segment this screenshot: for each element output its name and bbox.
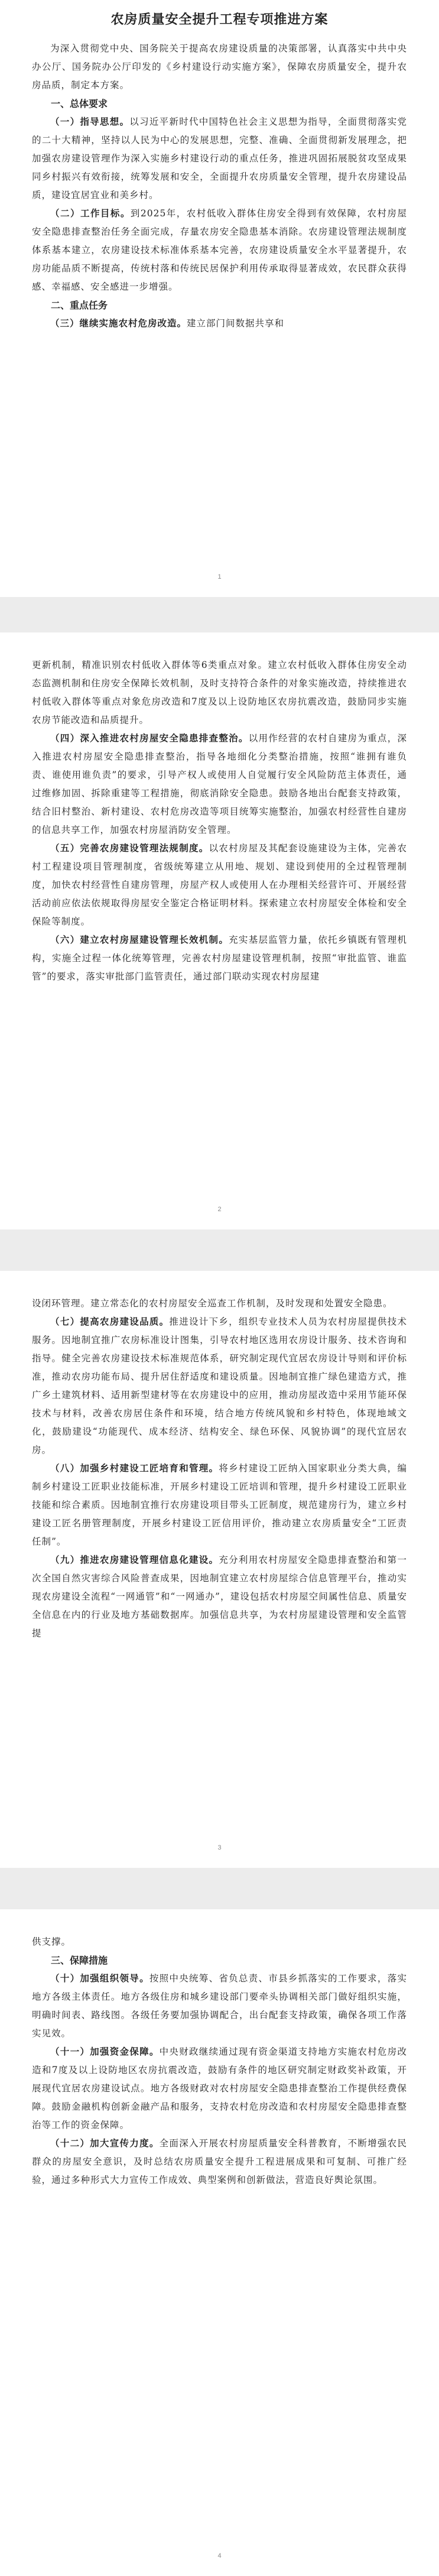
- paragraph-leadership: [32, 1970, 407, 2043]
- paragraph-text: 以用作经营的农村自建房为重点，深入推进农村房屋安全隐患排查整治，指导各地细化分类整治措施，按照“谁拥有谁负责、谁使用谁负责”的要求，引导产权人或使用人自觉履行安全风险防范主体责任，通过维修加固、拆除重建等工程措施，彻底消除安全隐患。鼓励各地出台配套支持政策，结合旧村整治、新村建设、农村危房改造等项目统筹实施整治，加强农村经营性自建房的信息共享工作，加强农村房屋消防安全管理。: [32, 733, 407, 835]
- paragraph-guiding-ideology: [32, 113, 407, 205]
- paragraph-informatization-continued: 供支撑。: [32, 1936, 71, 1947]
- paragraph-regulations: [32, 839, 407, 931]
- paragraph-lead: （七）提高农房建设品质。: [50, 1316, 170, 1327]
- paragraph-text: 建立部门间数据共享和: [187, 318, 285, 329]
- paragraph-text: 充分利用农村房屋安全隐患排查整治和第一次全国自然灾害综合风险普查成果，因地制宜建立农村房屋综合信息管理平台，推动实现农房建设全流程“一网通管”和“一网通办”，建设包括农村房屋空间属性信息、质量安全信息在内的行业及地方基础数据库。加强信息共享，为农村房屋建设管理和安全监管提: [32, 1555, 407, 1639]
- paragraph-quality-improvement: [32, 1313, 407, 1459]
- page-number: 4: [217, 2552, 222, 2559]
- paragraph-lead: （八）加强乡村建设工匠培育和管理。: [50, 1463, 219, 1474]
- intro-paragraph: 为深入贯彻党中央、国务院关于提高农房建设质量的决策部署，认真落实中共中央办公厅、国务院办公厅印发的《乡村建设行动实施方案》，保障农房质量安全，提升农房品质，制定本方案。: [32, 43, 407, 90]
- paragraph-renovation-continued: 更新机制，精准识别农村低收入群体等6类重点对象。建立农村低收入群体住房安全动态监测机制和住房安全保障长效机制，及时支持符合条件的对象实施改造，持续推进农村低收入群体等重点对象危房改造和7度及以上设防地区农房抗震改造，鼓励同步实施农房节能改造和品质提升。: [32, 660, 407, 725]
- paragraph-text: 按照中央统筹、省负总责、市县乡抓落实的工作要求，落实地方各级主体责任。地方各级住房和城乡建设部门要牵头协调相关部门做好组织实施，明确时间表、路线图。各级任务要加强协调配合，出台配套支持政策，确保各项工作落实见效。: [32, 1973, 407, 2039]
- paragraph-text: 推进设计下乡，组织专业技术人员为农村房屋提供技术服务。因地制宜推广农房标准设计图集，引导农村地区选用农房设计服务、技术咨询和指导。健全完善农房建设技术标准规范体系，研究制定现代宜居农房设计导则和评价标准，推动农房功能布局、提升居住舒适度和建设质量。因地制宜推广绿色建造方式，推广乡土建筑材料、适用新型建材等在农房建设中的应用，推动房屋改造中采用节能环保技术与材料，改善农房居住条件和环境，结合地方传统风貌和乡村特色，体现地域文化，鼓励建设“功能现代、成本经济、结构安全、绿色环保、风貌协调”的现代宜居农房。: [32, 1316, 407, 1455]
- paragraph-lead: （一）指导思想。: [50, 116, 130, 127]
- document-title: 农房质量安全提升工程专项推进方案: [110, 12, 329, 27]
- paragraph-text: 到2025年，农村低收入群体住房安全得到有效保障，农村房屋安全隐患排查整治任务全面完成，存量农房安全隐患基本消除。农房建设管理法规制度体系基本建立，农房建设技术标准体系基本完善，农房建设质量安全水平显著提升，农房功能品质不断提高，传统村落和传统民居保护利用传承取得显著成效，农民群众获得感、幸福感、安全感进一步增强。: [32, 208, 407, 292]
- paragraph-text: 以农村房屋及其配套设施建设为主体，完善农村工程建设项目管理制度，省级统筹建立从用地、规划、建设到使用的全过程管理制度，加快农村经营性自建房管理，房屋产权人或使用人在办理相关经营许可、开展经营活动前应依法依规取得房屋安全鉴定合格证明材料。探索建立农村房屋安全体检和安全保险等制度。: [32, 843, 407, 927]
- page-number: 1: [217, 573, 222, 580]
- page-number: 2: [217, 1206, 222, 1213]
- document-page-2: [0, 632, 439, 1229]
- paragraph-work-goals: [32, 205, 407, 296]
- paragraph-lead: （九）推进农房建设管理信息化建设。: [50, 1555, 219, 1565]
- paragraph-lead: （十）加强组织领导。: [50, 1973, 149, 1984]
- document-page-3: [0, 1271, 439, 1868]
- paragraph-text: 充实基层监管力量，依托乡镇既有管理机构，实施全过程一体化统筹管理，完善农村房屋建设管理机制，按照“审批监管、谁监管”的要求，落实审批部门监管责任，通过部门联动实现农村房屋建: [32, 935, 407, 982]
- paragraph-publicity: [32, 2134, 407, 2189]
- paragraph-lead: （三）继续实施农村危房改造。: [50, 318, 187, 329]
- paragraph-hazard-inspection: [32, 729, 407, 839]
- paragraph-funding: [32, 2043, 407, 2134]
- paragraph-long-term-mechanism: [32, 931, 407, 986]
- paragraph-lead: （六）建立农村房屋建设管理长效机制。: [50, 935, 229, 945]
- page-number: 3: [217, 1844, 222, 1851]
- paragraph-text: 将乡村建设工匠纳入国家职业分类大典，编制乡村建设工匠职业技能标准，开展乡村建设工匠培训和管理，提升乡村建设工匠职业技能和综合素质。因地制宜推行农房建设项目带头工匠制度，规范建房行为，建立乡村建设工匠名册管理制度，开展乡村建设工匠信用评价，推动建立农房质量安全“工匠责任制”。: [32, 1463, 407, 1547]
- paragraph-lead: （五）完善农房建设管理法规制度。: [50, 843, 209, 854]
- paragraph-text: 中央财政继续通过现有资金渠道支持地方实施农村危房改造和7度及以上设防地区农房抗震改造，鼓励有条件的地区研究制定财政奖补政策，开展现代宜居农房建设试点。地方各级财政对农村房屋安全隐患排查整治工作提供经费保障。鼓励金融机构创新金融产品和服务，支持农村危房改造和农村房屋安全隐患排查整治等工作的资金保障。: [32, 2046, 407, 2130]
- paragraph-lead: （十二）加大宣传力度。: [50, 2138, 160, 2149]
- section-heading-safeguards: 三、保障措施: [51, 1955, 108, 1966]
- paragraph-long-term-mechanism-continued: 设闭环管理。建立常态化的农村房屋安全巡查工作机制，及时发现和处置安全隐患。: [32, 1298, 393, 1309]
- section-heading-general: 一、总体要求: [51, 98, 108, 109]
- paragraph-craftsmen: [32, 1459, 407, 1551]
- document-page-1: [0, 0, 439, 597]
- section-heading-key-tasks: 二、重点任务: [51, 300, 108, 311]
- document-page-4: [0, 1909, 439, 2576]
- paragraph-lead: （二）工作目标。: [50, 208, 131, 219]
- paragraph-renovation: [32, 314, 407, 333]
- paragraph-lead: （四）深入推进农村房屋安全隐患排查整治。: [50, 733, 249, 744]
- paragraph-informatization: [32, 1551, 407, 1643]
- paragraph-text: 以习近平新时代中国特色社会主义思想为指导，全面贯彻落实党的二十大精神，坚持以人民为中心的发展思想，完整、准确、全面贯彻新发展理念，把加强农房建设管理作为深入实施乡村建设行动的重点任务，推进巩固拓展脱贫攻坚成果同乡村振兴有效衔接，统筹发展和安全，全面提升农房质量安全管理，提升农房建设品质，建设宜居宜业和美乡村。: [32, 116, 407, 200]
- paragraph-lead: （十一）加强资金保障。: [50, 2046, 160, 2057]
- paragraph-text: 全面深入开展农村房屋质量安全科普教育，不断增强农民群众的房屋安全意识，及时总结农房质量安全提升工程进展成果和可复制、可推广经验，通过多种形式大力宣传工作成效、典型案例和创新做法，营造良好舆论氛围。: [32, 2138, 407, 2185]
